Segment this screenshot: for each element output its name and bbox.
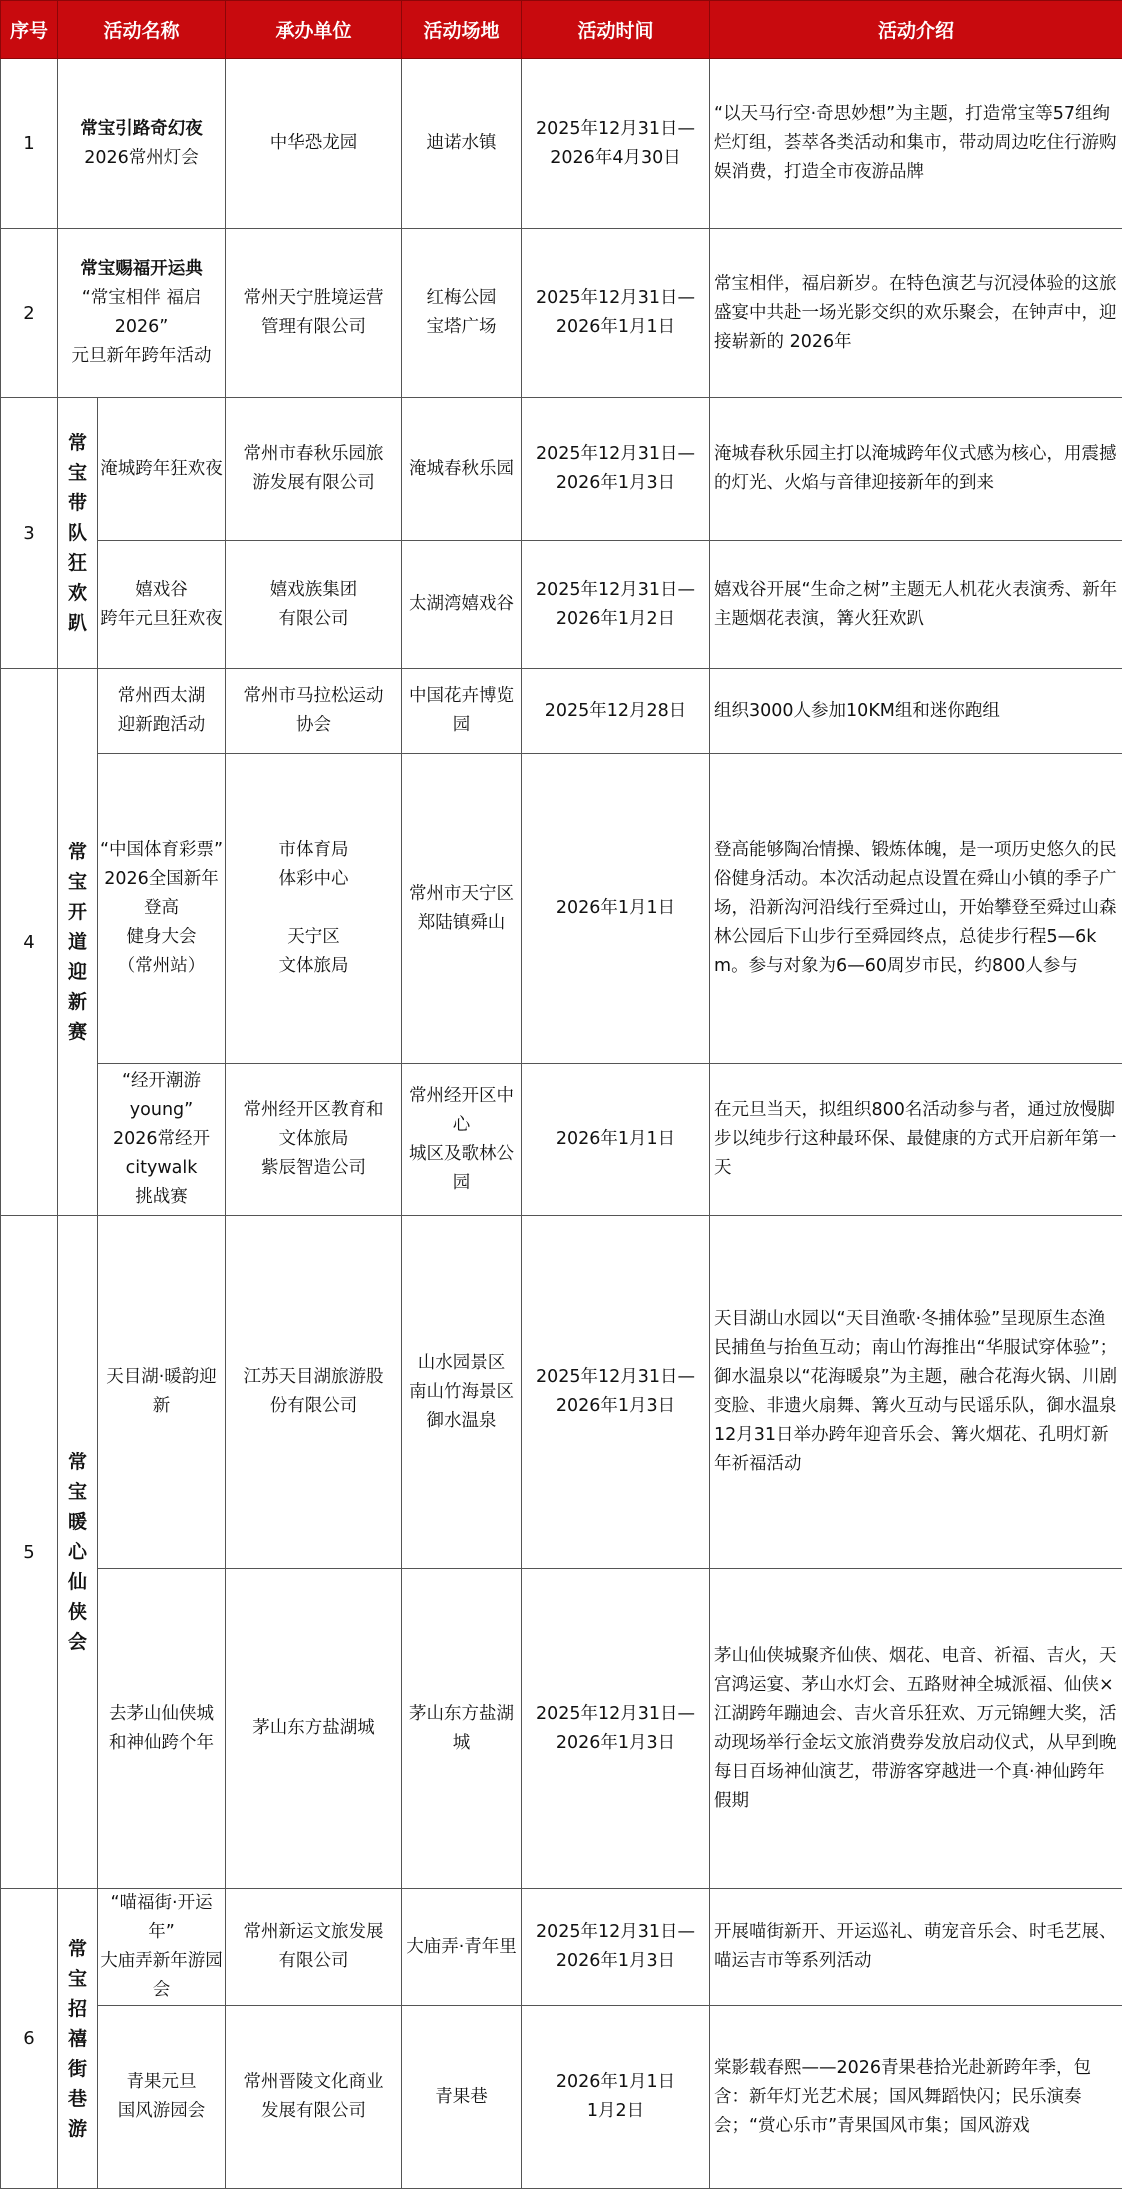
organizer-line: 嬉戏族集团 — [269, 579, 358, 600]
header-organizer: 承办单位 — [226, 1, 402, 59]
intro-cell: 组织3000人参加10KM组和迷你跑组 — [710, 669, 1122, 754]
activity-name-line: 大庙弄新年游园会 — [100, 1951, 223, 2000]
header-time: 活动时间 — [522, 1, 710, 59]
seq-cell: 6 — [1, 1889, 58, 2189]
activity-name-line: 淹城跨年狂欢夜 — [100, 458, 223, 479]
intro-cell: 天目湖山水园以“天目渔歌·冬捕体验”呈现原生态渔民捕鱼与抬鱼互动；南山竹海推出“华服试穿体验”；御水温泉以“花海暖泉”为主题，融合花海火锅、川剧变脸、非遗火扇舞、篝火互动与民谣乐队，御水温泉12月31日举办跨年迎音乐会、篝火烟花、孔明灯新年祈福活动 — [710, 1216, 1122, 1569]
time-cell — [522, 754, 710, 1064]
organizer-cell — [226, 1889, 402, 2006]
time-line: 2026年1月1日 — [555, 898, 676, 918]
activity-name-lead: 常宝引路奇幻夜 — [80, 118, 203, 139]
venue-line: 淹城春秋乐园 — [409, 458, 515, 479]
activity-name-cell — [58, 59, 226, 229]
seq-cell: 4 — [1, 669, 58, 1216]
header-venue: 活动场地 — [402, 1, 522, 59]
venue-line: 城区及歌林公园 — [409, 1143, 515, 1193]
intro-cell: 淹城春秋乐园主打以淹城跨年仪式感为核心，用震撼的灯光、火焰与音律迎接新年的到来 — [710, 398, 1122, 541]
intro-cell: 常宝相伴，福启新岁。在特色演艺与沉浸体验的这旅盛宴中共赴一场光影交织的欢乐聚会，在钟声中，迎接崭新的 2026年 — [710, 229, 1122, 398]
table-header — [1, 1, 1122, 59]
venue-line: 宝塔广场 — [426, 317, 497, 337]
organizer-line: 常州新运文旅发展 — [243, 1922, 384, 1942]
header-activity-name: 活动名称 — [58, 1, 226, 59]
time-cell — [522, 1216, 710, 1569]
activity-name-lead: 常宝赐福开运典 — [80, 259, 203, 279]
time-line: 2025年12月28日 — [544, 700, 687, 721]
activity-name-cell — [98, 1889, 226, 2006]
organizer-line: 紫辰智造公司 — [261, 1158, 367, 1178]
organizer-line — [226, 894, 401, 923]
organizer-cell — [226, 1064, 402, 1216]
activity-name-line: “常宝相伴 福启2026” — [81, 288, 202, 337]
intro-cell: 茅山仙侠城聚齐仙侠、烟花、电音、祈福、吉火，天宫鸿运宴、茅山水灯会、五路财神全城派福、仙侠×江湖跨年蹦迪会、吉火音乐狂欢、万元锦鲤大奖，活动现场举行金坛文旅消费券发放启动仪式，从早到晚每日百场神仙演艺，带游客穿越进一个真·神仙跨年假期 — [710, 1569, 1122, 1889]
organizer-line: 文体旅局 — [278, 1129, 349, 1149]
organizer-line: 常州市春秋乐园旅 — [243, 444, 384, 464]
venue-line: 青果巷 — [435, 2086, 488, 2107]
time-cell — [522, 669, 710, 754]
venue-line: 常州市天宁区 — [409, 883, 515, 904]
activity-name-line: 和神仙跨个年 — [109, 1732, 214, 1753]
organizer-cell — [226, 2006, 402, 2189]
organizer-cell — [226, 669, 402, 754]
table-row — [1, 2006, 1122, 2189]
activity-name-line: 2026常州灯会 — [84, 147, 199, 168]
organizer-cell — [226, 1569, 402, 1889]
time-line: 2025年12月31日— — [535, 288, 696, 308]
activity-name-line: “经开潮游young” — [121, 1071, 202, 1120]
activity-name-line: 嬉戏谷 — [135, 579, 188, 600]
organizer-line: 常州天宁胜境运营 — [243, 288, 384, 308]
activity-name-line: 国风游园会 — [117, 2101, 206, 2121]
time-line: 2025年12月31日— — [535, 1367, 696, 1387]
activity-name-cell — [98, 398, 226, 541]
organizer-line: 江苏天目湖旅游股 — [243, 1367, 384, 1387]
table-row — [1, 398, 1122, 541]
activity-name-cell — [98, 541, 226, 669]
venue-line: 太湖湾嬉戏谷 — [409, 594, 515, 614]
activity-name-line: 天目湖·暖韵迎新 — [106, 1367, 217, 1416]
venue-cell — [402, 229, 522, 398]
venue-cell — [402, 541, 522, 669]
venue-cell — [402, 669, 522, 754]
organizer-line: 常州经开区教育和 — [243, 1100, 384, 1120]
time-line: 2025年12月31日— — [535, 579, 696, 600]
activity-name-line: 迎新跑活动 — [117, 715, 206, 735]
organizer-line: 体彩中心 — [278, 869, 349, 889]
activity-name-line: 去茅山仙侠城 — [109, 1703, 214, 1724]
time-line: 2025年12月31日— — [535, 118, 696, 139]
activity-name-line: “喵福街·开运年” — [110, 1893, 213, 1942]
activity-name-line: 跨年元旦狂欢夜 — [100, 608, 223, 629]
table-row — [1, 59, 1122, 229]
venue-line: 常州经开区中心 — [409, 1085, 515, 1135]
venue-line: 御水温泉 — [426, 1410, 497, 1431]
time-cell — [522, 229, 710, 398]
intro-cell: 在元旦当天，拟组织800名活动参与者，通过放慢脚步以纯步行这种最环保、最健康的方式开启新年第一天 — [710, 1064, 1122, 1216]
organizer-line: 有限公司 — [278, 608, 349, 629]
activity-name-line: 2026常经开citywalk — [112, 1129, 211, 1178]
activity-name-line: 2026全国新年登高 — [104, 869, 219, 918]
time-line: 2025年12月31日— — [535, 1703, 696, 1724]
time-line: 2026年1月1日 — [555, 1129, 676, 1149]
time-line: 2026年1月3日 — [555, 473, 676, 493]
activity-name-line: 常州西太湖 — [117, 686, 206, 706]
time-cell — [522, 541, 710, 669]
intro-cell: “以天马行空·奇思妙想”为主题，打造常宝等57组绚烂灯组，荟萃各类活动和集市，带动周边吃住行游购娱消费，打造全市夜游品牌 — [710, 59, 1122, 229]
organizer-cell — [226, 754, 402, 1064]
intro-cell: 开展喵街新开、开运巡礼、萌宠音乐会、时毛艺展、喵运吉市等系列活动 — [710, 1889, 1122, 2006]
intro-cell: 棠影载春熙——2026青果巷拾光赴新跨年季，包含：新年灯光艺术展；国风舞蹈快闪；民乐演奏会；“赏心乐市”青果国风市集；国风游戏 — [710, 2006, 1122, 2189]
venue-cell — [402, 1569, 522, 1889]
header-intro: 活动介绍 — [710, 1, 1122, 59]
table-row — [1, 669, 1122, 754]
venue-cell — [402, 1064, 522, 1216]
organizer-cell — [226, 229, 402, 398]
group-label: 常宝招禧街巷游 — [67, 1937, 87, 2140]
organizer-line: 天宁区 — [287, 927, 340, 947]
venue-line: 红梅公园 — [426, 288, 497, 308]
time-cell — [522, 1569, 710, 1889]
venue-line: 山水园景区 — [417, 1352, 506, 1373]
activity-name-line: 挑战赛 — [135, 1187, 188, 1207]
organizer-line: 常州市马拉松运动 — [243, 686, 384, 706]
time-cell — [522, 59, 710, 229]
group-label: 常宝带队狂欢趴 — [67, 432, 87, 634]
venue-cell — [402, 59, 522, 229]
organizer-line: 市体育局 — [278, 840, 349, 860]
time-line: 2026年1月1日 — [555, 317, 676, 337]
time-line: 2026年1月2日 — [555, 608, 676, 629]
time-cell — [522, 1889, 710, 2006]
organizer-line: 有限公司 — [278, 1951, 349, 1971]
organizer-cell — [226, 1216, 402, 1569]
organizer-line: 管理有限公司 — [261, 317, 367, 337]
table-row — [1, 754, 1122, 1064]
venue-line: 大庙弄·青年里 — [406, 1936, 517, 1957]
intro-cell: 登高能够陶冶情操、锻炼体魄，是一项历史悠久的民俗健身活动。本次活动起点设置在舜山小镇的季子广场，沿新沟河沿线行至舜过山，开始攀登至舜过山森林公园后下山步行至舜园终点，总徒步行程5—6km。参与对象为6—60周岁市民，约800人参与 — [710, 754, 1122, 1064]
time-line: 1月2日 — [586, 2101, 645, 2121]
group-label-cell — [58, 1216, 98, 1889]
organizer-line: 茅山东方盐湖城 — [252, 1718, 375, 1738]
table-body — [1, 59, 1122, 2189]
organizer-cell — [226, 398, 402, 541]
organizer-line: 份有限公司 — [269, 1396, 358, 1416]
activity-name-cell — [98, 1569, 226, 1889]
activity-name-line: 青果元旦 — [126, 2072, 197, 2092]
time-cell — [522, 2006, 710, 2189]
activity-name-cell — [98, 2006, 226, 2189]
table-row — [1, 1064, 1122, 1216]
venue-line: 中国花卉博览园 — [409, 686, 515, 735]
group-label: 常宝开道迎新赛 — [67, 841, 87, 1043]
table-row — [1, 1216, 1122, 1569]
header-seq: 序号 — [1, 1, 58, 59]
activity-name-line: “中国体育彩票” — [99, 840, 224, 860]
organizer-line: 中华恐龙园 — [269, 133, 358, 153]
organizer-line: 协会 — [296, 715, 332, 735]
seq-cell: 5 — [1, 1216, 58, 1889]
activity-name-line: 元旦新年跨年活动 — [71, 346, 212, 366]
venue-cell — [402, 1889, 522, 2006]
time-line: 2026年4月30日 — [550, 147, 681, 168]
time-line: 2025年12月31日— — [535, 1922, 696, 1942]
activity-name-cell — [98, 1064, 226, 1216]
time-line: 2026年1月3日 — [555, 1732, 676, 1753]
group-label: 常宝暖心仙侠会 — [67, 1451, 87, 1653]
group-label-cell — [58, 398, 98, 669]
seq-cell: 1 — [1, 59, 58, 229]
time-line: 2026年1月1日 — [555, 2072, 676, 2092]
table-row — [1, 541, 1122, 669]
activity-name-line: （常州站） — [117, 956, 206, 976]
venue-line: 南山竹海景区 — [409, 1381, 515, 1402]
group-label-cell — [58, 669, 98, 1216]
organizer-line: 游发展有限公司 — [252, 473, 375, 493]
intro-cell: 嬉戏谷开展“生命之树”主题无人机花火表演秀、新年主题烟花表演，篝火狂欢趴 — [710, 541, 1122, 669]
organizer-line: 常州晋陵文化商业 — [243, 2072, 384, 2092]
venue-line: 迪诺水镇 — [426, 133, 497, 153]
seq-cell: 2 — [1, 229, 58, 398]
venue-cell — [402, 754, 522, 1064]
venue-cell — [402, 398, 522, 541]
table-row — [1, 1889, 1122, 2006]
organizer-cell — [226, 541, 402, 669]
time-cell — [522, 398, 710, 541]
table-row — [1, 229, 1122, 398]
venue-cell — [402, 1216, 522, 1569]
time-line: 2025年12月31日— — [535, 444, 696, 464]
activity-name-line: 健身大会 — [126, 927, 197, 947]
group-label-cell — [58, 1889, 98, 2189]
activity-name-cell — [98, 1216, 226, 1569]
time-line: 2026年1月3日 — [555, 1396, 676, 1416]
activity-name-cell — [58, 229, 226, 398]
activity-name-cell — [98, 669, 226, 754]
venue-cell — [402, 2006, 522, 2189]
venue-line: 郑陆镇舜山 — [417, 912, 506, 933]
seq-cell: 3 — [1, 398, 58, 669]
venue-line: 茅山东方盐湖城 — [409, 1703, 515, 1753]
table-row — [1, 1569, 1122, 1889]
activity-name-cell — [98, 754, 226, 1064]
organizer-cell — [226, 59, 402, 229]
time-line: 2026年1月3日 — [555, 1951, 676, 1971]
organizer-line: 发展有限公司 — [261, 2101, 367, 2121]
organizer-line: 文体旅局 — [278, 956, 349, 976]
time-cell — [522, 1064, 710, 1216]
